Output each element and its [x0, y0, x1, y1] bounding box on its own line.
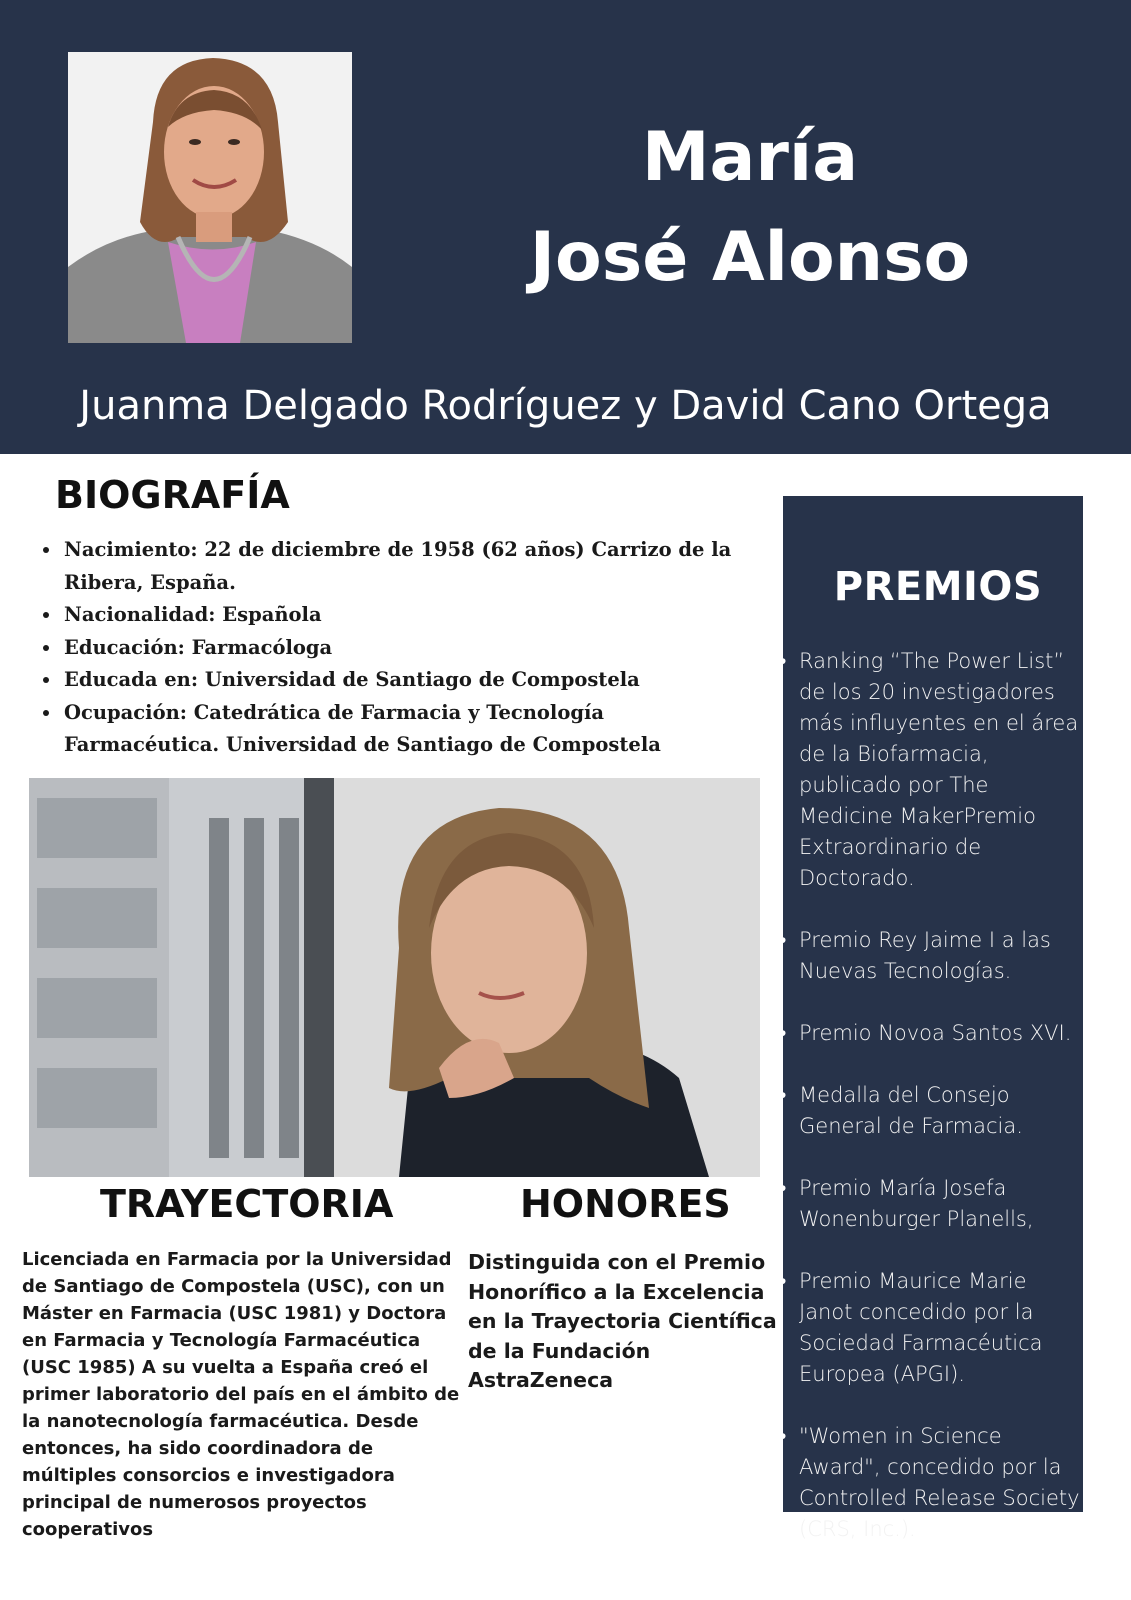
- premio-item: • Premio María Josefa Wonenburger Planells,: [783, 1173, 1083, 1235]
- premio-item: • Ranking “The Power List” de los 20 investigadores más influyentes en el área de la Biofarmacia, publicado por The Medicine MakerPremio Extraordinario de Doctorado.: [783, 646, 1083, 894]
- premios-list: [783, 646, 1083, 1576]
- authors-line: Juanma Delgado Rodríguez y David Cano Ortega: [79, 383, 1052, 429]
- premios-heading: PREMIOS: [833, 564, 1043, 610]
- trayectoria-text: Licenciada en Farmacia por la Universidad de Santiago de Compostela (USC), con un Máster en Farmacia (USC 1981) y Doctora en Farmacia y Tecnología Farmacéutica (USC 1985) A su vuelta a España creó el primer laboratorio del país en el ámbito de la nanotecnología farmacéutica. Desde entonces, ha sido coordinadora de múltiples consorcios e investigadora principal de numerosos proyectos cooperativos: [22, 1249, 460, 1540]
- premio-item: • Premio Rey Jaime I a las Nuevas Tecnologías.: [783, 925, 1083, 987]
- honores-heading: HONORES: [520, 1182, 731, 1226]
- bio-item-nationality: • Nacionalidad: Española: [62, 599, 762, 632]
- biografia-list: [38, 534, 762, 762]
- premio-item: • Medalla del Consejo General de Farmacia.: [783, 1080, 1083, 1142]
- bio-item-occupation: • Ocupación: Catedrática de Farmacia y Tecnología Farmacéutica. Universidad de Santiago de Compostela: [62, 697, 762, 762]
- name-line-2: José Alonso: [529, 218, 971, 297]
- name-line-1: María: [641, 118, 859, 197]
- bio-item-birth: • Nacimiento: 22 de diciembre de 1958 (62 años) Carrizo de la Ribera, España.: [62, 534, 762, 599]
- biografia-heading: BIOGRAFÍA: [55, 473, 290, 517]
- premio-item: • "Women in Science Award", concedido por la Controlled Release Society (CRS, Inc.).: [783, 1421, 1083, 1545]
- premio-item: • Premio Novoa Santos XVI.: [783, 1018, 1083, 1049]
- portrait-illustration: [68, 52, 352, 343]
- window-photo-illustration: [29, 778, 760, 1177]
- portrait-photo: [68, 52, 352, 343]
- window-photo: [29, 778, 760, 1177]
- bio-item-education: • Educación: Farmacóloga: [62, 632, 762, 665]
- premio-item: • Premio Maurice Marie Janot concedido por la Sociedad Farmacéutica Europea (APGI).: [783, 1266, 1083, 1390]
- bio-item-educated-at: • Educada en: Universidad de Santiago de Compostela: [62, 664, 762, 697]
- person-name: [520, 108, 980, 308]
- trayectoria-heading: TRAYECTORIA: [100, 1182, 394, 1226]
- header-banner: [0, 0, 1131, 454]
- premios-panel: [783, 496, 1083, 1541]
- honores-text: Distinguida con el Premio Honorífico a la Excelencia en la Trayectoria Científica de la Fundación AstraZeneca: [468, 1250, 777, 1392]
